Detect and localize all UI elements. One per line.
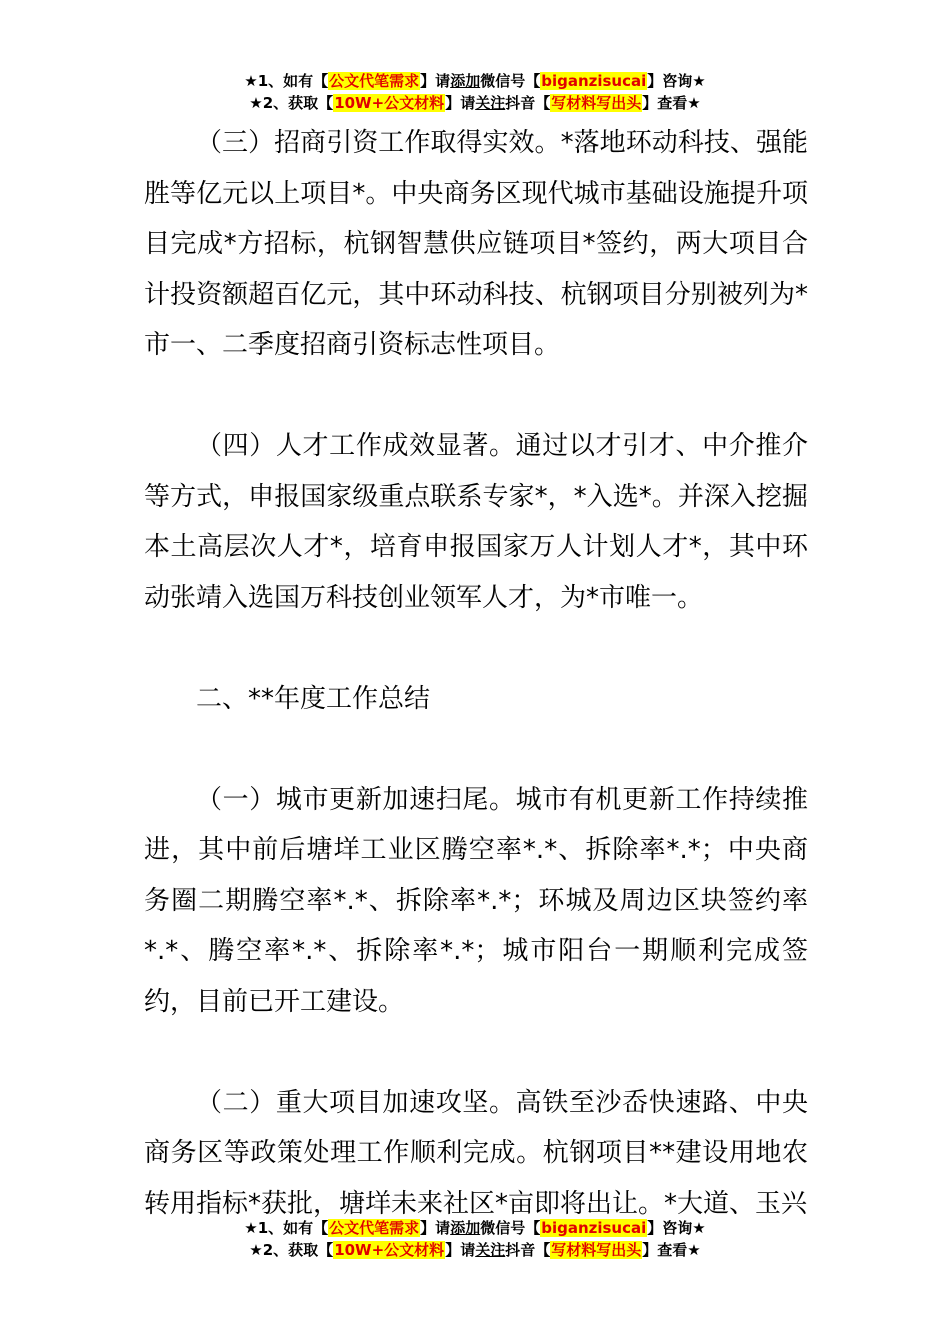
banner-text: ★1、如有【	[244, 72, 329, 90]
banner-highlight: 公文代笔需求	[329, 72, 420, 90]
banner-text: 】咨询★	[647, 72, 706, 90]
footer-banner	[0, 1217, 950, 1261]
banner-highlight: 10W+公文材料	[334, 94, 445, 112]
banner-underline: 关注	[475, 1241, 506, 1259]
banner-line-1	[0, 70, 950, 92]
paragraph-urban-renewal: （一）城市更新加速扫尾。城市有机更新工作持续推进，其中前后塘垟工业区腾空率*.*、拆除率*.*；中央商务圈二期腾空率*.*、拆除率*.*；环城及周边区块签约率*.*、腾空率*.*、拆除率*.*；城市阳台一期顺利完成签约，目前已开工建设。	[144, 784, 808, 1017]
banner-text: 】咨询★	[647, 1219, 706, 1237]
document-body	[144, 118, 808, 1229]
paragraph-investment: （三）招商引资工作取得实效。*落地环动科技、强能胜等亿元以上项目*。中央商务区现代城市基础设施提升项目完成*方招标，杭钢智慧供应链项目*签约，两大项目合计投资额超百亿元，其中环动科技、杭钢项目分别被列为*市一、二季度招商引资标志性项目。	[144, 128, 808, 360]
banner-underline: 添加	[450, 1219, 481, 1237]
paragraph-spacer	[144, 623, 808, 674]
paragraph-spacer	[144, 1027, 808, 1078]
paragraph-spacer	[144, 724, 808, 775]
section-heading: 二、**年度工作总结	[196, 683, 431, 714]
banner-text: ★1、如有【	[244, 1219, 329, 1237]
banner-text: 】查看★	[642, 1241, 701, 1259]
banner-highlight: 10W+公文材料	[334, 1241, 445, 1259]
banner-line-2	[0, 1239, 950, 1261]
banner-highlight: 写材料写出头	[551, 94, 642, 112]
banner-text: 】请	[445, 94, 476, 112]
banner-text: 】请	[420, 1219, 451, 1237]
banner-text: 抖音【	[505, 1241, 551, 1259]
banner-text: 微信号【	[480, 1219, 541, 1237]
banner-text: ★2、获取【	[249, 1241, 334, 1259]
banner-text: 】查看★	[642, 94, 701, 112]
banner-underline: 添加	[450, 72, 481, 90]
banner-text: 抖音【	[505, 94, 551, 112]
banner-text: ★2、获取【	[249, 94, 334, 112]
paragraph-spacer	[144, 371, 808, 422]
banner-text: 】请	[420, 72, 451, 90]
banner-highlight: 公文代笔需求	[329, 1219, 420, 1237]
banner-highlight: 写材料写出头	[551, 1241, 642, 1259]
banner-text: 】请	[445, 1241, 476, 1259]
banner-line-1	[0, 1217, 950, 1239]
paragraph-talent: （四）人才工作成效显著。通过以才引才、中介推介等方式，申报国家级重点联系专家*，*入选*。并深入挖掘本土高层次人才*，培育申报国家万人计划人才*，其中环动张靖入选国万科技创业领军人才，为*市唯一。	[144, 431, 808, 613]
header-banner	[0, 70, 950, 114]
banner-underline: 关注	[475, 94, 506, 112]
banner-highlight: biganzisucai	[541, 1219, 647, 1237]
banner-text: 微信号【	[480, 72, 541, 90]
banner-line-2	[0, 92, 950, 114]
banner-highlight: biganzisucai	[541, 72, 647, 90]
paragraph-major-projects: （二）重大项目加速攻坚。高铁至沙岙快速路、中央商务区等政策处理工作顺利完成。杭钢项目**建设用地农转用指标*获批，塘垟未来社区*亩即将出让。*大道、玉兴	[144, 1087, 808, 1219]
